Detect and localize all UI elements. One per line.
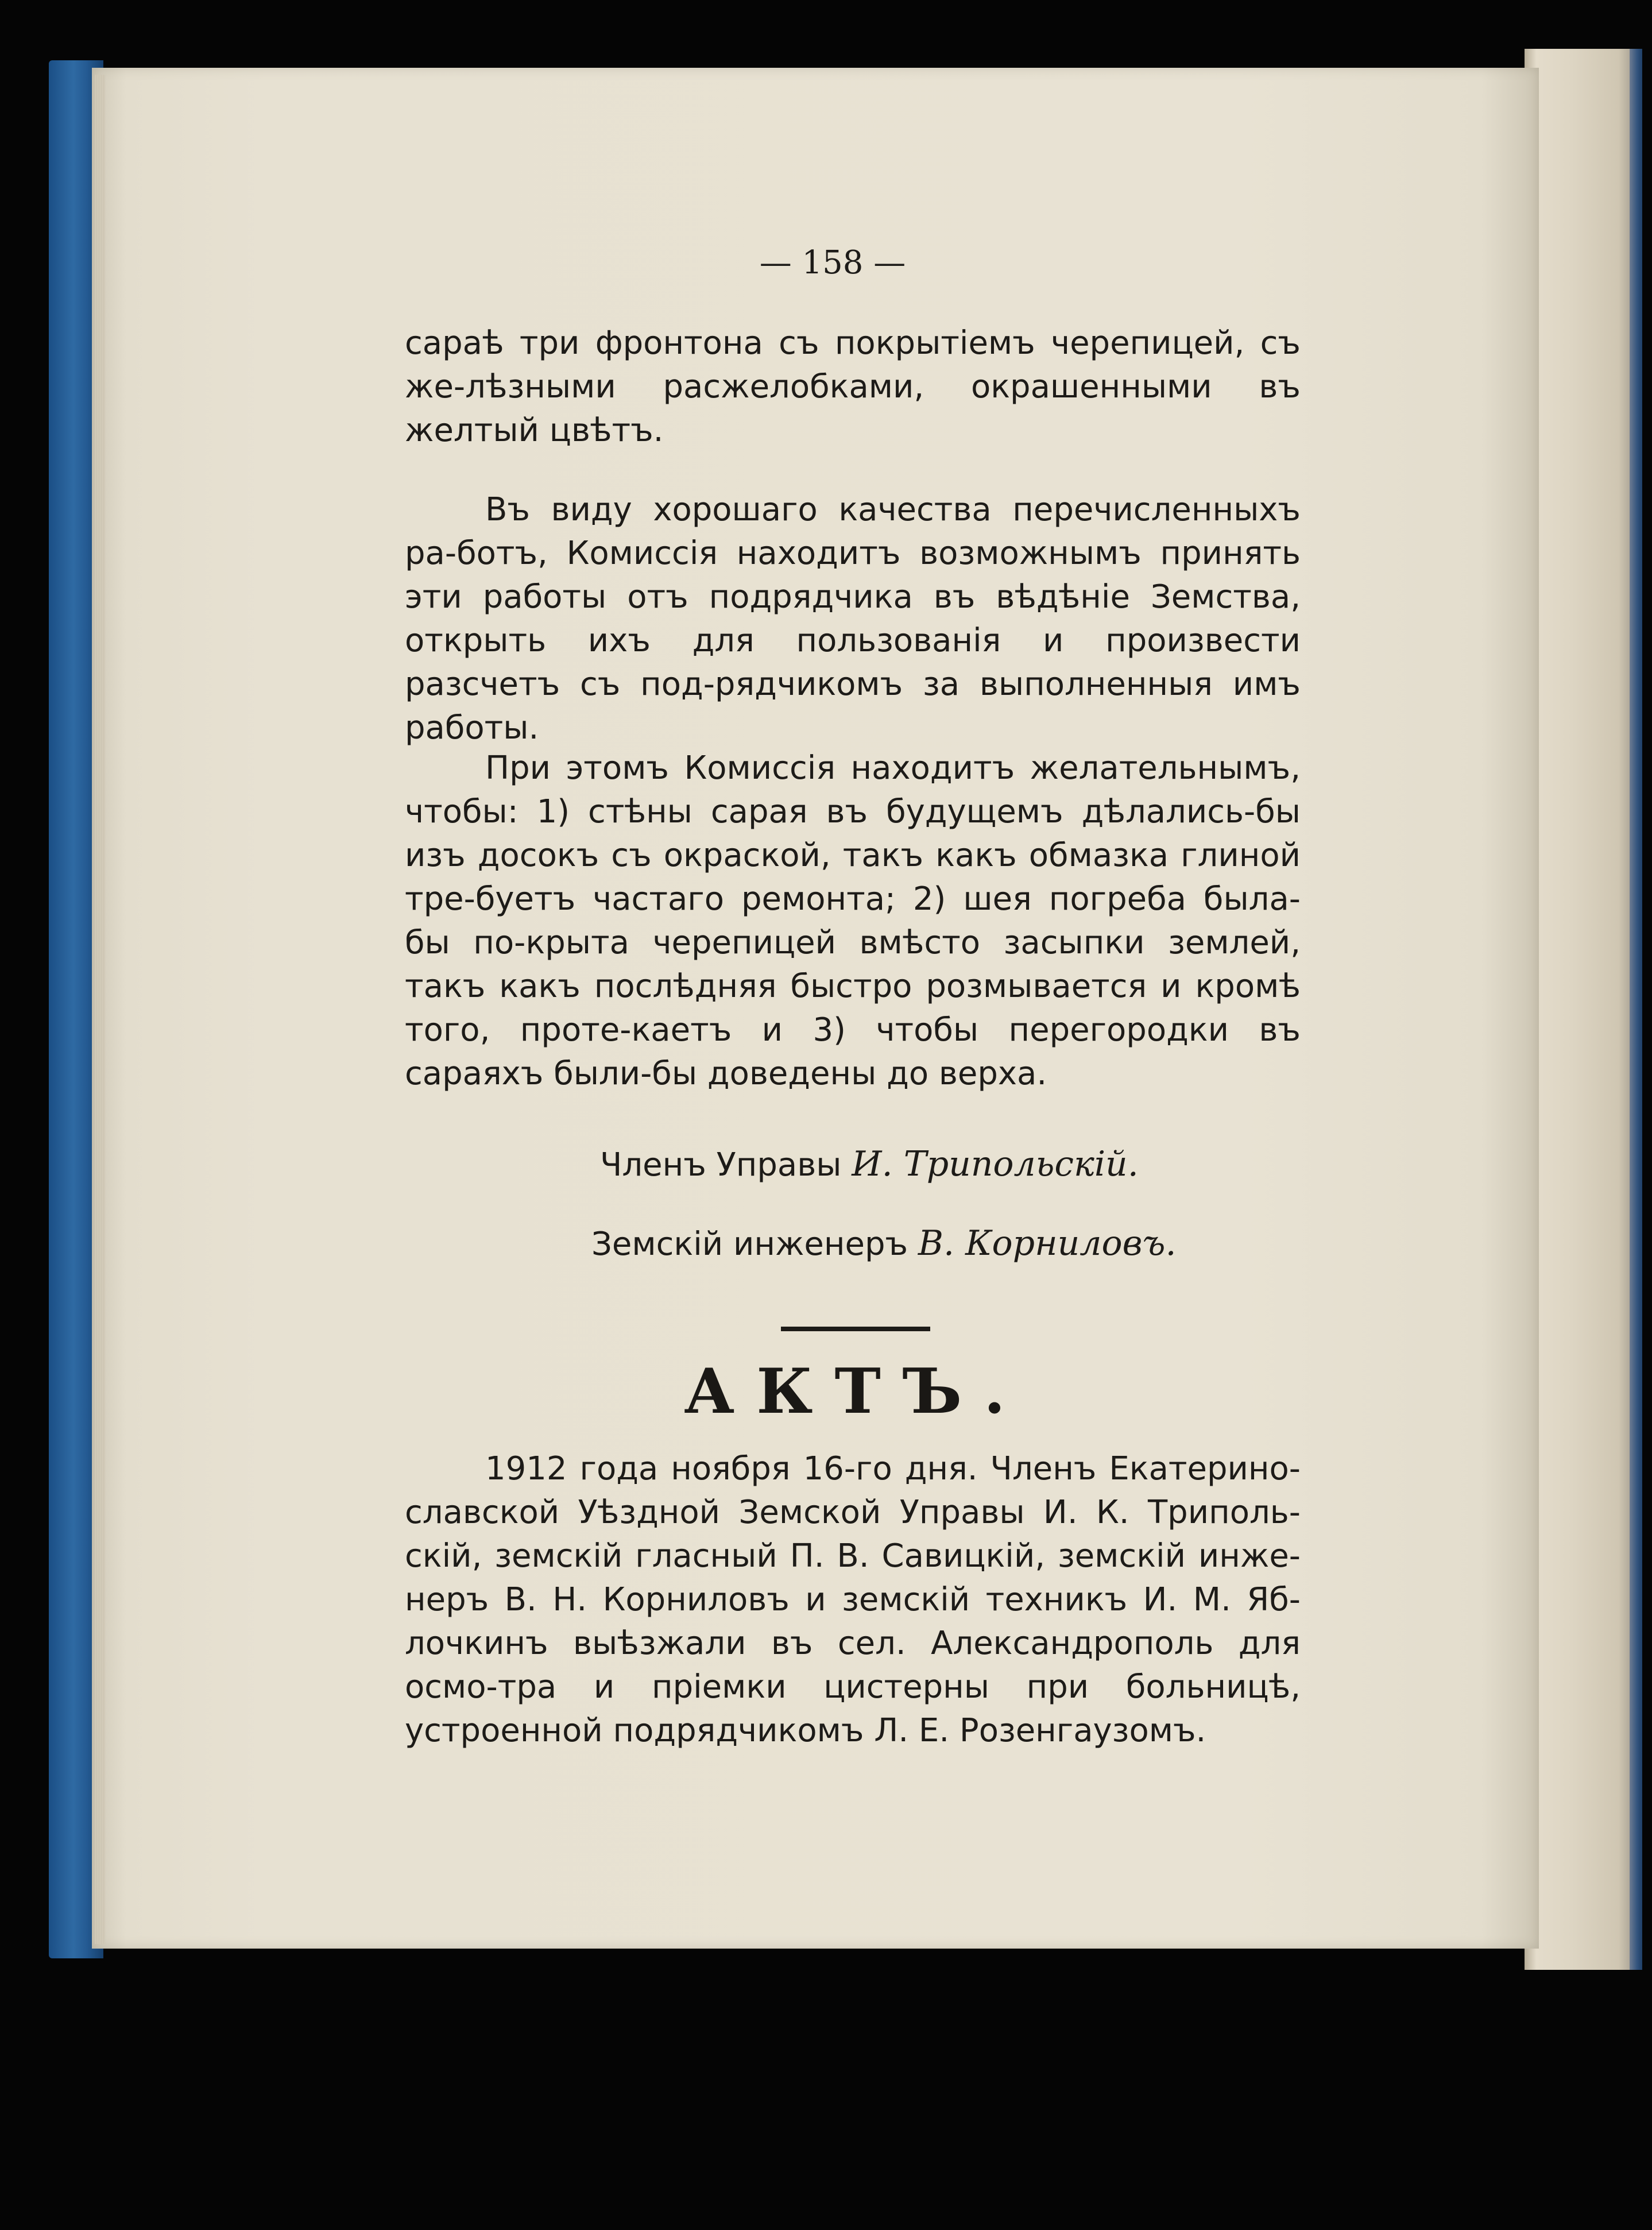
section-paragraph: 1912 года ноября 16-го дня. Членъ Екатерино-славской Уѣздной Земской Управы И. К. Триполь-скій, земскій гласный П. В. Савицкій, земскій инже-неръ В. Н. Корниловъ и земскій техникъ И. М. Яб-лочкинъ выѣзжали въ сел. Александрополь для осмо-тра и пріемки цистерны при больницѣ, устроенной подрядчикомъ Л. Е. Розенгаузомъ. bbox=[405, 1450, 1301, 1749]
signature-role: Земскій инженеръ bbox=[591, 1226, 908, 1263]
paragraph-2: Въ виду хорошаго качества перечисленныхъ ра-ботъ, Комиссія находитъ возможнымъ принять эти работы отъ подрядчика въ вѣдѣніе Земства, открыть ихъ для пользованія и произвести разсчетъ съ под-рядчикомъ за выполненныя имъ работы. bbox=[405, 491, 1301, 747]
signature-line-2 bbox=[591, 1223, 1177, 1263]
section-title: АКТЪ. bbox=[684, 1355, 1027, 1428]
paragraph-3: При этомъ Комиссія находитъ желательнымъ, чтобы: 1) стѣны сарая въ будущемъ дѣлались-бы изъ досокъ съ окраской, такъ какъ обмазка глиной тре-буетъ частаго ремонта; 2) шея погреба была-бы по-крыта черепицей вмѣсто засыпки землей, такъ какъ послѣдняя быстро розмывается и кромѣ того, проте-каетъ и 3) чтобы перегородки въ сараяхъ были-бы доведены до верха. bbox=[405, 749, 1301, 1092]
section-divider bbox=[781, 1327, 930, 1331]
signature-line-1 bbox=[600, 1144, 1139, 1184]
signature-name: И. Трипольскій. bbox=[852, 1144, 1139, 1184]
page-number: — 158 — bbox=[759, 244, 906, 281]
page-edges bbox=[95, 75, 105, 1944]
book-cover-board bbox=[1525, 49, 1642, 1970]
signature-role: Членъ Управы bbox=[600, 1146, 842, 1184]
signature-name: В. Корниловъ. bbox=[918, 1223, 1177, 1263]
paragraph-1: сараѣ три фронтона съ покрытіемъ черепицей, съ же-лѣзными расжелобками, окрашенными въ желтый цвѣтъ. bbox=[405, 324, 1301, 449]
book-cover-edge bbox=[1630, 49, 1642, 1970]
